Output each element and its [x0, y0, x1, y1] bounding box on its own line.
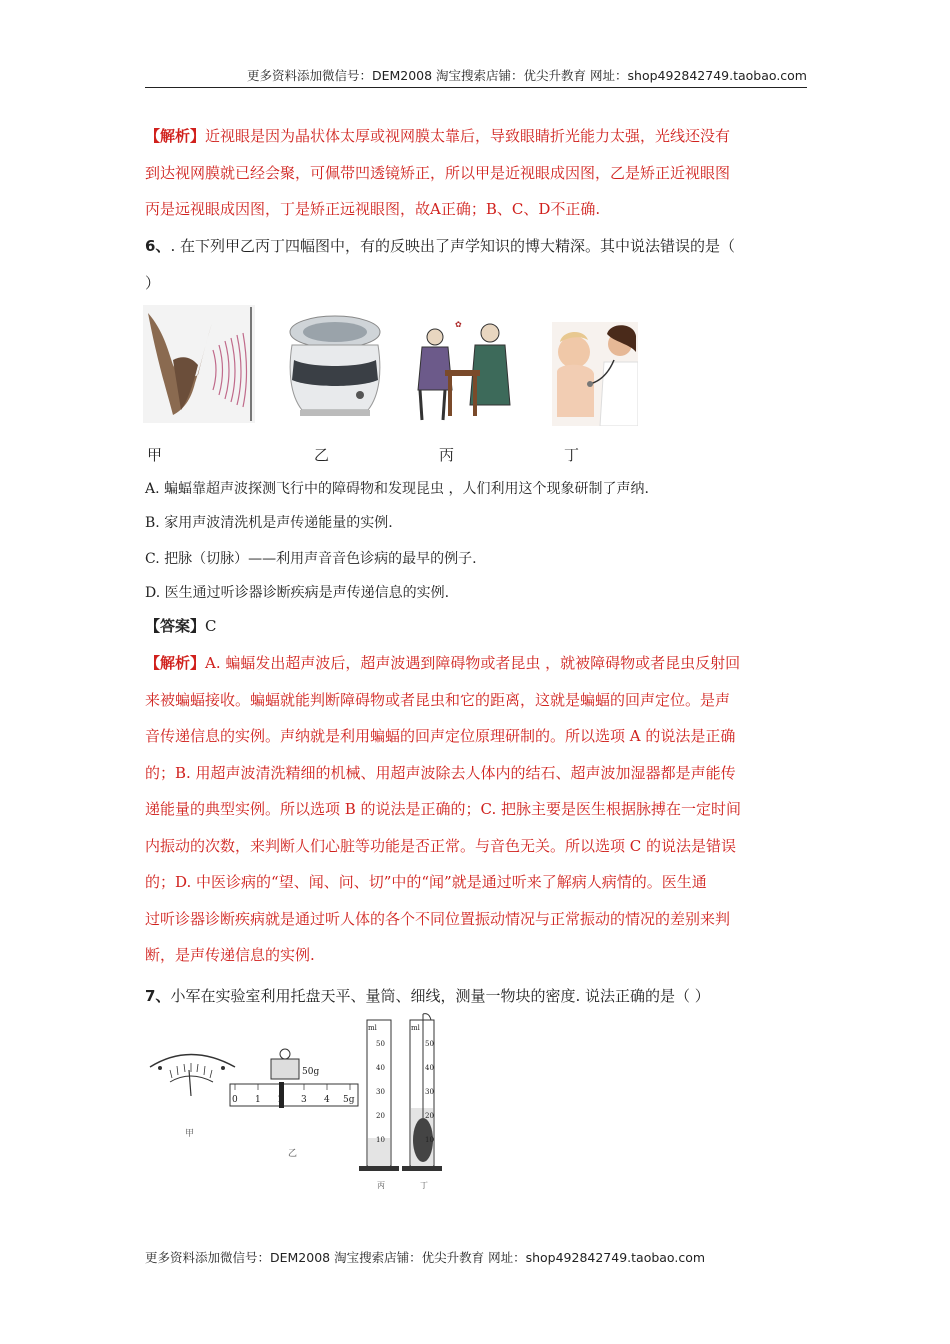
svg-text:✿: ✿	[455, 320, 462, 329]
option-b: B. 家用声波清洗机是声传递能量的实例.	[145, 515, 393, 531]
figure-label: 丁	[420, 1181, 428, 1190]
svg-text:10: 10	[425, 1136, 434, 1144]
svg-text:10: 10	[376, 1136, 385, 1144]
question-6-stem	[145, 228, 809, 301]
stethoscope-figure	[552, 322, 638, 426]
question-7-stem	[145, 978, 809, 1015]
balance-dial	[150, 1055, 235, 1140]
option-d: D. 医生通过听诊器诊断疾病是声传递信息的实例.	[145, 585, 450, 601]
svg-text:40: 40	[425, 1064, 434, 1072]
ruler-tick: 3	[301, 1095, 307, 1105]
figure-label: 乙	[314, 446, 330, 464]
analysis-line: 来被蝙蝠接收。蝙蝠就能判断障碍物或者昆虫和它的距离，这就是蝙蝠的回声定位。是声	[145, 690, 731, 709]
figure-label: 甲	[147, 446, 163, 464]
ultrasonic-cleaner-figure	[280, 310, 390, 425]
ruler-tick: 1	[255, 1095, 261, 1105]
figure-label: 丙	[439, 446, 455, 464]
graduated-cylinder-2	[402, 1014, 442, 1190]
svg-text:ml: ml	[411, 1024, 420, 1032]
answer-line	[145, 615, 217, 636]
analysis-line: 音传递信息的实例。声纳就是利用蝙蝠的回声定位原理研制的。所以选项 A 的说法是正确	[145, 727, 736, 745]
question-number: 7、	[145, 987, 171, 1005]
figure-label: 甲	[185, 1129, 195, 1139]
svg-text:20: 20	[376, 1112, 385, 1120]
ruler-tick: 5g	[343, 1095, 355, 1105]
analysis-line: 到达视网膜就已经会聚，可佩带凹透镜矫正，所以甲是近视眼成因图，乙是矫正近视眼图	[145, 163, 731, 182]
ruler-tick: 4	[324, 1095, 330, 1105]
graduated-cylinder-1	[359, 1020, 399, 1190]
pulse-diagnosis-figure	[410, 315, 515, 425]
option-a: A. 蝙蝠靠超声波探测飞行中的障碍物和发现昆虫 ，人们利用这个现象研制了声纳.	[145, 481, 649, 497]
svg-text:50: 50	[376, 1040, 385, 1048]
analysis-line: 过听诊器诊断疾病就是通过听人体的各个不同位置振动情况与正常振动的情况的差别来判	[145, 909, 731, 928]
analysis-tag: 【解析】	[145, 654, 206, 672]
answer-tag: 【答案】	[145, 617, 206, 635]
figure-label: 丁	[564, 446, 580, 464]
weight-and-rider	[230, 1049, 358, 1159]
page-header: 更多资料添加微信号：DEM2008 淘宝搜索店铺：优尖升教育 网址：shop492842749.taobao.com	[145, 66, 807, 88]
figure-label: 丙	[377, 1181, 385, 1190]
question-text: . 在下列甲乙丙丁四幅图中，有的反映出了声学知识的博大精深。其中说法错误的是（	[170, 237, 735, 255]
option-c: C. 把脉（切脉）——利用声音音色诊病的最早的例子.	[145, 551, 477, 567]
q6-analysis	[145, 645, 809, 974]
analysis-line: 近视眼是因为晶状体太厚或视网膜太靠后，导致眼睛折光能力太强，光线还没有	[205, 127, 731, 145]
question-text: 小军在实验室利用托盘天平、量筒、细线，测量一物块的密度. 说法正确的是（ ）	[170, 987, 710, 1005]
svg-text:30: 30	[425, 1088, 434, 1096]
analysis-line: 递能量的典型实例。所以选项 B 的说法是正确的；C. 把脉主要是医生根据脉搏在一定时间	[145, 800, 742, 818]
density-experiment-figure	[145, 1012, 465, 1192]
analysis-line: A. 蝙蝠发出超声波后，超声波遇到障碍物或者昆虫 ，就被障碍物或者昆虫反射回	[205, 654, 741, 672]
page-footer: 更多资料添加微信号：DEM2008 淘宝搜索店铺：优尖升教育 网址：shop492842749.taobao.com	[145, 1250, 706, 1265]
figure-label: 乙	[288, 1149, 298, 1159]
answer-value: C	[205, 617, 217, 635]
analysis-line: 内振动的次数，来判断人们心脏等功能是否正常。与音色无关。所以选项 C 的说法是错误	[145, 836, 737, 855]
svg-text:30: 30	[376, 1088, 385, 1096]
svg-text:ml: ml	[368, 1024, 377, 1032]
question-text-cont: ）	[145, 273, 161, 292]
bat-ultrasound-figure	[143, 305, 255, 423]
ruler-tick: 0	[232, 1095, 238, 1105]
analysis-line: 的；D. 中医诊病的“望、闻、问、切”中的“闻”就是通过听来了解病人病情的。医生通	[145, 873, 707, 891]
question-number: 6、	[145, 237, 171, 255]
svg-text:40: 40	[376, 1064, 385, 1072]
analysis-line: 的；B. 用超声波清洗精细的机械、用超声波除去人体内的结石、超声波加湿器都是声能传	[145, 763, 736, 782]
prev-analysis	[145, 118, 809, 228]
weight-label: 50g	[302, 1067, 320, 1077]
analysis-line: 丙是远视眼成因图，丁是矫正远视眼图，故A正确；B、C、D不正确.	[145, 200, 601, 218]
svg-text:50: 50	[425, 1040, 434, 1048]
analysis-tag: 【解析】	[145, 127, 206, 145]
svg-text:20: 20	[425, 1112, 434, 1120]
analysis-line: 断，是声传递信息的实例.	[145, 946, 315, 964]
